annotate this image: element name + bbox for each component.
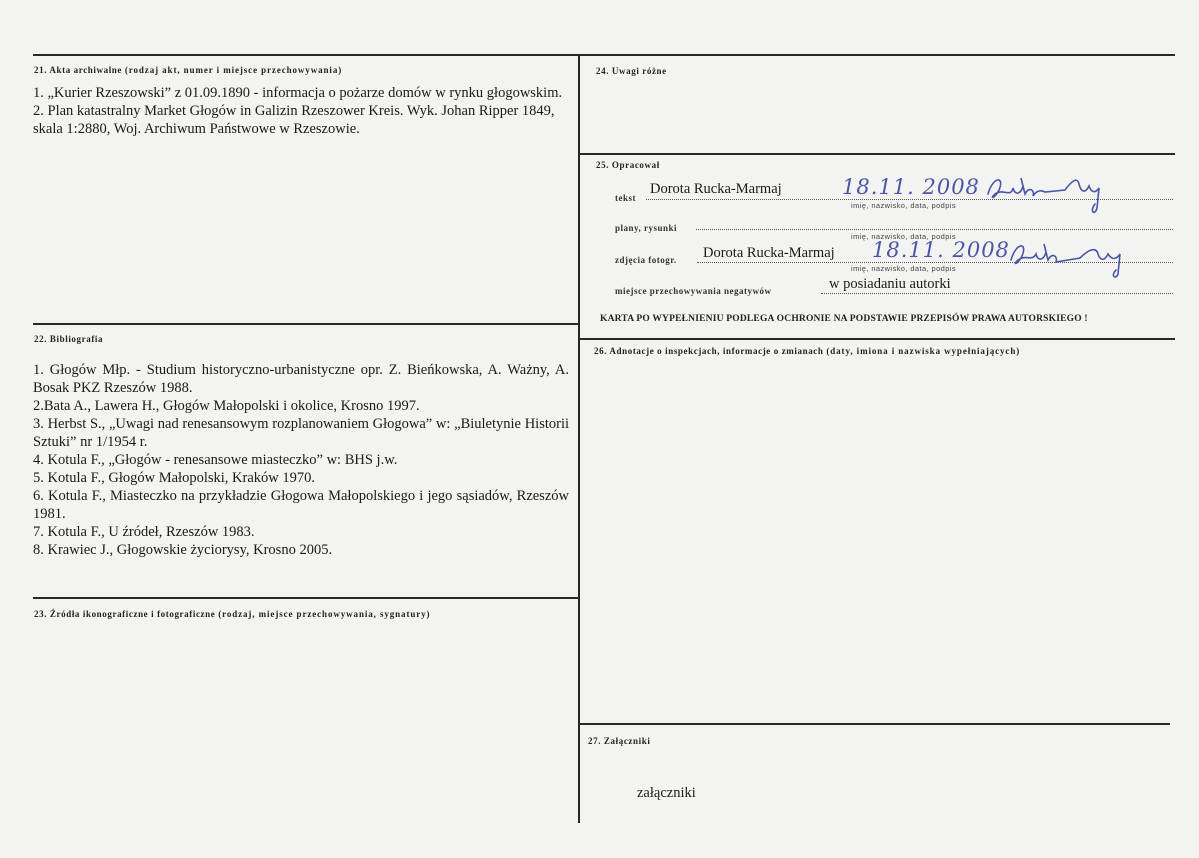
bibliography-entry: 1. Głogów Młp. - Studium historyczno-urbanistyczne opr. Z. Bieńkowska, A. Ważny, A. Bosak PKZ Rzeszów 1988.	[33, 362, 569, 396]
section-23-title: Źródła ikonograficzne i fotograficzne	[49, 609, 216, 619]
bibliography-entry: 2.Bata A., Lawera H., Głogów Małopolski i okolice, Krosno 1997.	[33, 398, 420, 414]
right-rule-25	[579, 153, 1175, 155]
section-21-number: 21.	[34, 65, 48, 75]
section-26-subtitle: (daty, imiona i nazwiska wypełniających)	[826, 346, 1021, 356]
bibliography-entry: 8. Krawiec J., Głogowskie życiorysy, Krosno 2005.	[33, 542, 333, 558]
tekst-date: 18.11. 2008	[842, 175, 980, 199]
tekst-signature	[985, 172, 1120, 217]
section-27-number: 27.	[588, 736, 602, 746]
plany-dotted-line	[696, 229, 1173, 230]
plany-caption: imię, nazwisko, data, podpis	[851, 232, 956, 241]
bibliography-entry: 5. Kotula F., Głogów Małopolski, Kraków 1970.	[33, 470, 315, 486]
bibliography-list	[33, 361, 569, 559]
section-21-entries	[33, 84, 563, 138]
zdjecia-signature	[1008, 236, 1138, 281]
section-26-number: 26.	[594, 346, 608, 356]
left-rule-23	[33, 597, 579, 599]
section-24-number: 24.	[596, 66, 610, 76]
center-divider	[578, 55, 580, 823]
section-23-number: 23.	[34, 609, 48, 619]
tekst-author: Dorota Rucka-Marmaj	[650, 181, 782, 197]
attachments-value: załączniki	[637, 785, 696, 801]
section-25-title: Opracował	[611, 160, 660, 170]
right-rule-26	[579, 338, 1175, 340]
section-22-title: Bibliografia	[49, 334, 104, 344]
section-27-title: Załączniki	[603, 736, 651, 746]
negatywy-value: w posiadaniu autorki	[829, 276, 951, 292]
section-26-title: Adnotacje o inspekcjach, informacje o zmianach	[609, 346, 824, 356]
section-23-subtitle: (rodzaj, miejsce przechowywania, sygnatury)	[218, 609, 431, 619]
top-rule	[33, 54, 1175, 56]
bibliography-entry: 6. Kotula F., Miasteczko na przykładzie Głogowa Małopolskiego i jego sąsiadów, Rzeszów 1981.	[33, 488, 569, 522]
plany-label: plany, rysunki	[615, 223, 678, 233]
zdjecia-author: Dorota Rucka-Marmaj	[703, 245, 835, 261]
negatywy-dotted-line	[821, 293, 1173, 294]
archive-entry: 1. „Kurier Rzeszowski” z 01.09.1890 - informacja o pożarze domów w rynku głogowskim.	[33, 85, 563, 101]
zdjecia-label: zdjęcia fotogr.	[615, 255, 677, 265]
section-22-number: 22.	[34, 334, 48, 344]
copyright-notice: KARTA PO WYPEŁNIENIU PODLEGA OCHRONIE NA PODSTAWIE PRZEPISÓW PRAWA AUTORSKIEGO !	[600, 314, 1088, 324]
archive-entry: 2. Plan katastralny Market Głogów in Galizin Rzeszower Kreis. Wyk. Johan Ripper 1849, skala 1:2880, Woj. Archiwum Państwowe w Rzeszowie.	[33, 103, 555, 137]
zdjecia-caption: imię, nazwisko, data, podpis	[851, 264, 956, 273]
section-26-header	[594, 346, 1020, 356]
right-rule-27	[579, 723, 1170, 725]
left-rule-22	[33, 323, 579, 325]
section-22-header	[34, 334, 103, 344]
bibliography-entry: 7. Kotula F., U źródeł, Rzeszów 1983.	[33, 524, 255, 540]
section-21-subtitle: (rodzaj akt, numer i miejsce przechowywania)	[124, 65, 343, 75]
bibliography-entry: 4. Kotula F., „Głogów - renesansowe miasteczko” w: BHS j.w.	[33, 452, 398, 468]
section-25-number: 25.	[596, 160, 610, 170]
zdjecia-date: 18.11. 2008	[872, 238, 1010, 262]
negatywy-label: miejsce przechowywania negatywów	[615, 286, 772, 296]
section-25-header	[596, 160, 660, 170]
bibliography-entry: 3. Herbst S., „Uwagi nad renesansowym rozplanowaniem Głogowa” w: „Biuletynie Historii Sztuki” nr 1/1954 r.	[33, 416, 569, 450]
section-21-header	[34, 65, 342, 75]
section-21-title: Akta archiwalne	[49, 65, 123, 75]
section-23-header	[34, 609, 430, 619]
section-24-title: Uwagi różne	[611, 66, 667, 76]
tekst-caption: imię, nazwisko, data, podpis	[851, 201, 956, 210]
section-27-header	[588, 736, 650, 746]
tekst-label: tekst	[615, 193, 636, 203]
section-24-header	[596, 66, 667, 76]
